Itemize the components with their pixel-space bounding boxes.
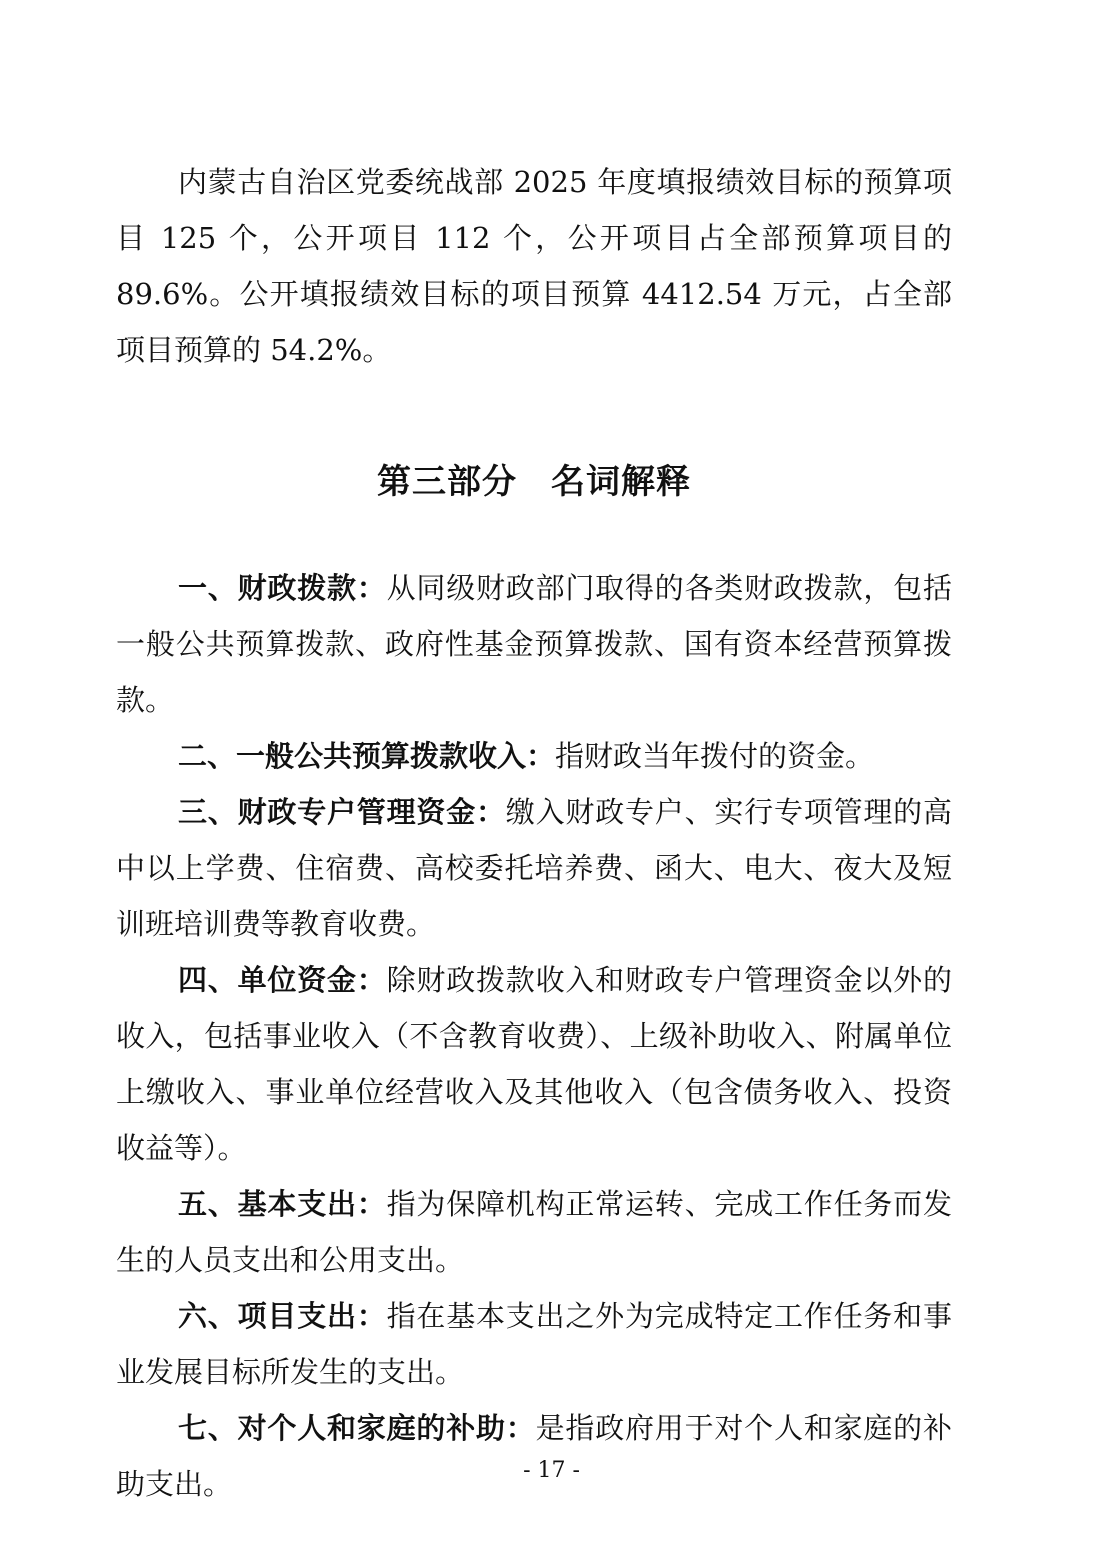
- definition-item: [116, 1288, 952, 1400]
- definition-text: 是指政府用于对个人和家庭的补助支出。: [116, 1411, 952, 1501]
- definition-term: 二、一般公共预算拨款收入：: [178, 739, 556, 773]
- definition-text: 指为保障机构正常运转、完成工作任务而发生的人员支出和公用支出。: [116, 1187, 952, 1277]
- page-content: [116, 154, 952, 1512]
- section-title-name: 名词解释: [551, 462, 691, 502]
- definition-text: 除财政拨款收入和财政专户管理资金以外的收入，包括事业收入（不含教育收费）、上级补助收入、附属单位上缴收入、事业单位经营收入及其他收入（包含债务收入、投资收益等）。: [116, 963, 952, 1165]
- definition-term: 六、项目支出：: [178, 1299, 387, 1333]
- definition-item: [116, 784, 952, 952]
- definition-item: [116, 728, 952, 784]
- definition-term: 五、基本支出：: [178, 1187, 387, 1221]
- definition-item: [116, 1176, 952, 1288]
- definition-term: 三、财政专户管理资金：: [178, 795, 506, 829]
- definition-item: [116, 952, 952, 1176]
- section-title-part: 第三部分: [377, 462, 517, 502]
- definition-term: 四、单位资金：: [178, 963, 387, 997]
- intro-paragraph: 内蒙古自治区党委统战部 2025 年度填报绩效目标的预算项目 125 个，公开项目 112 个，公开项目占全部预算项目的 89.6%。公开填报绩效目标的项目预算 4412.54 万元，占全部项目预算的 54.2%。: [116, 165, 952, 367]
- definition-item: [116, 560, 952, 728]
- section-title: [116, 454, 952, 510]
- definition-text: 缴入财政专户、实行专项管理的高中以上学费、住宿费、高校委托培养费、函大、电大、夜大及短训班培训费等教育收费。: [116, 795, 952, 941]
- definition-item: [116, 1400, 952, 1512]
- definition-text: 从同级财政部门取得的各类财政拨款，包括一般公共预算拨款、政府性基金预算拨款、国有资本经营预算拨款。: [116, 571, 952, 717]
- definition-text: 指在基本支出之外为完成特定工作任务和事业发展目标所发生的支出。: [116, 1299, 952, 1389]
- definition-term: 七、对个人和家庭的补助：: [178, 1411, 536, 1445]
- definition-text: 指财政当年拨付的资金。: [555, 739, 875, 773]
- page-number: - 17 -: [523, 1458, 580, 1483]
- definition-term: 一、财政拨款：: [178, 571, 387, 605]
